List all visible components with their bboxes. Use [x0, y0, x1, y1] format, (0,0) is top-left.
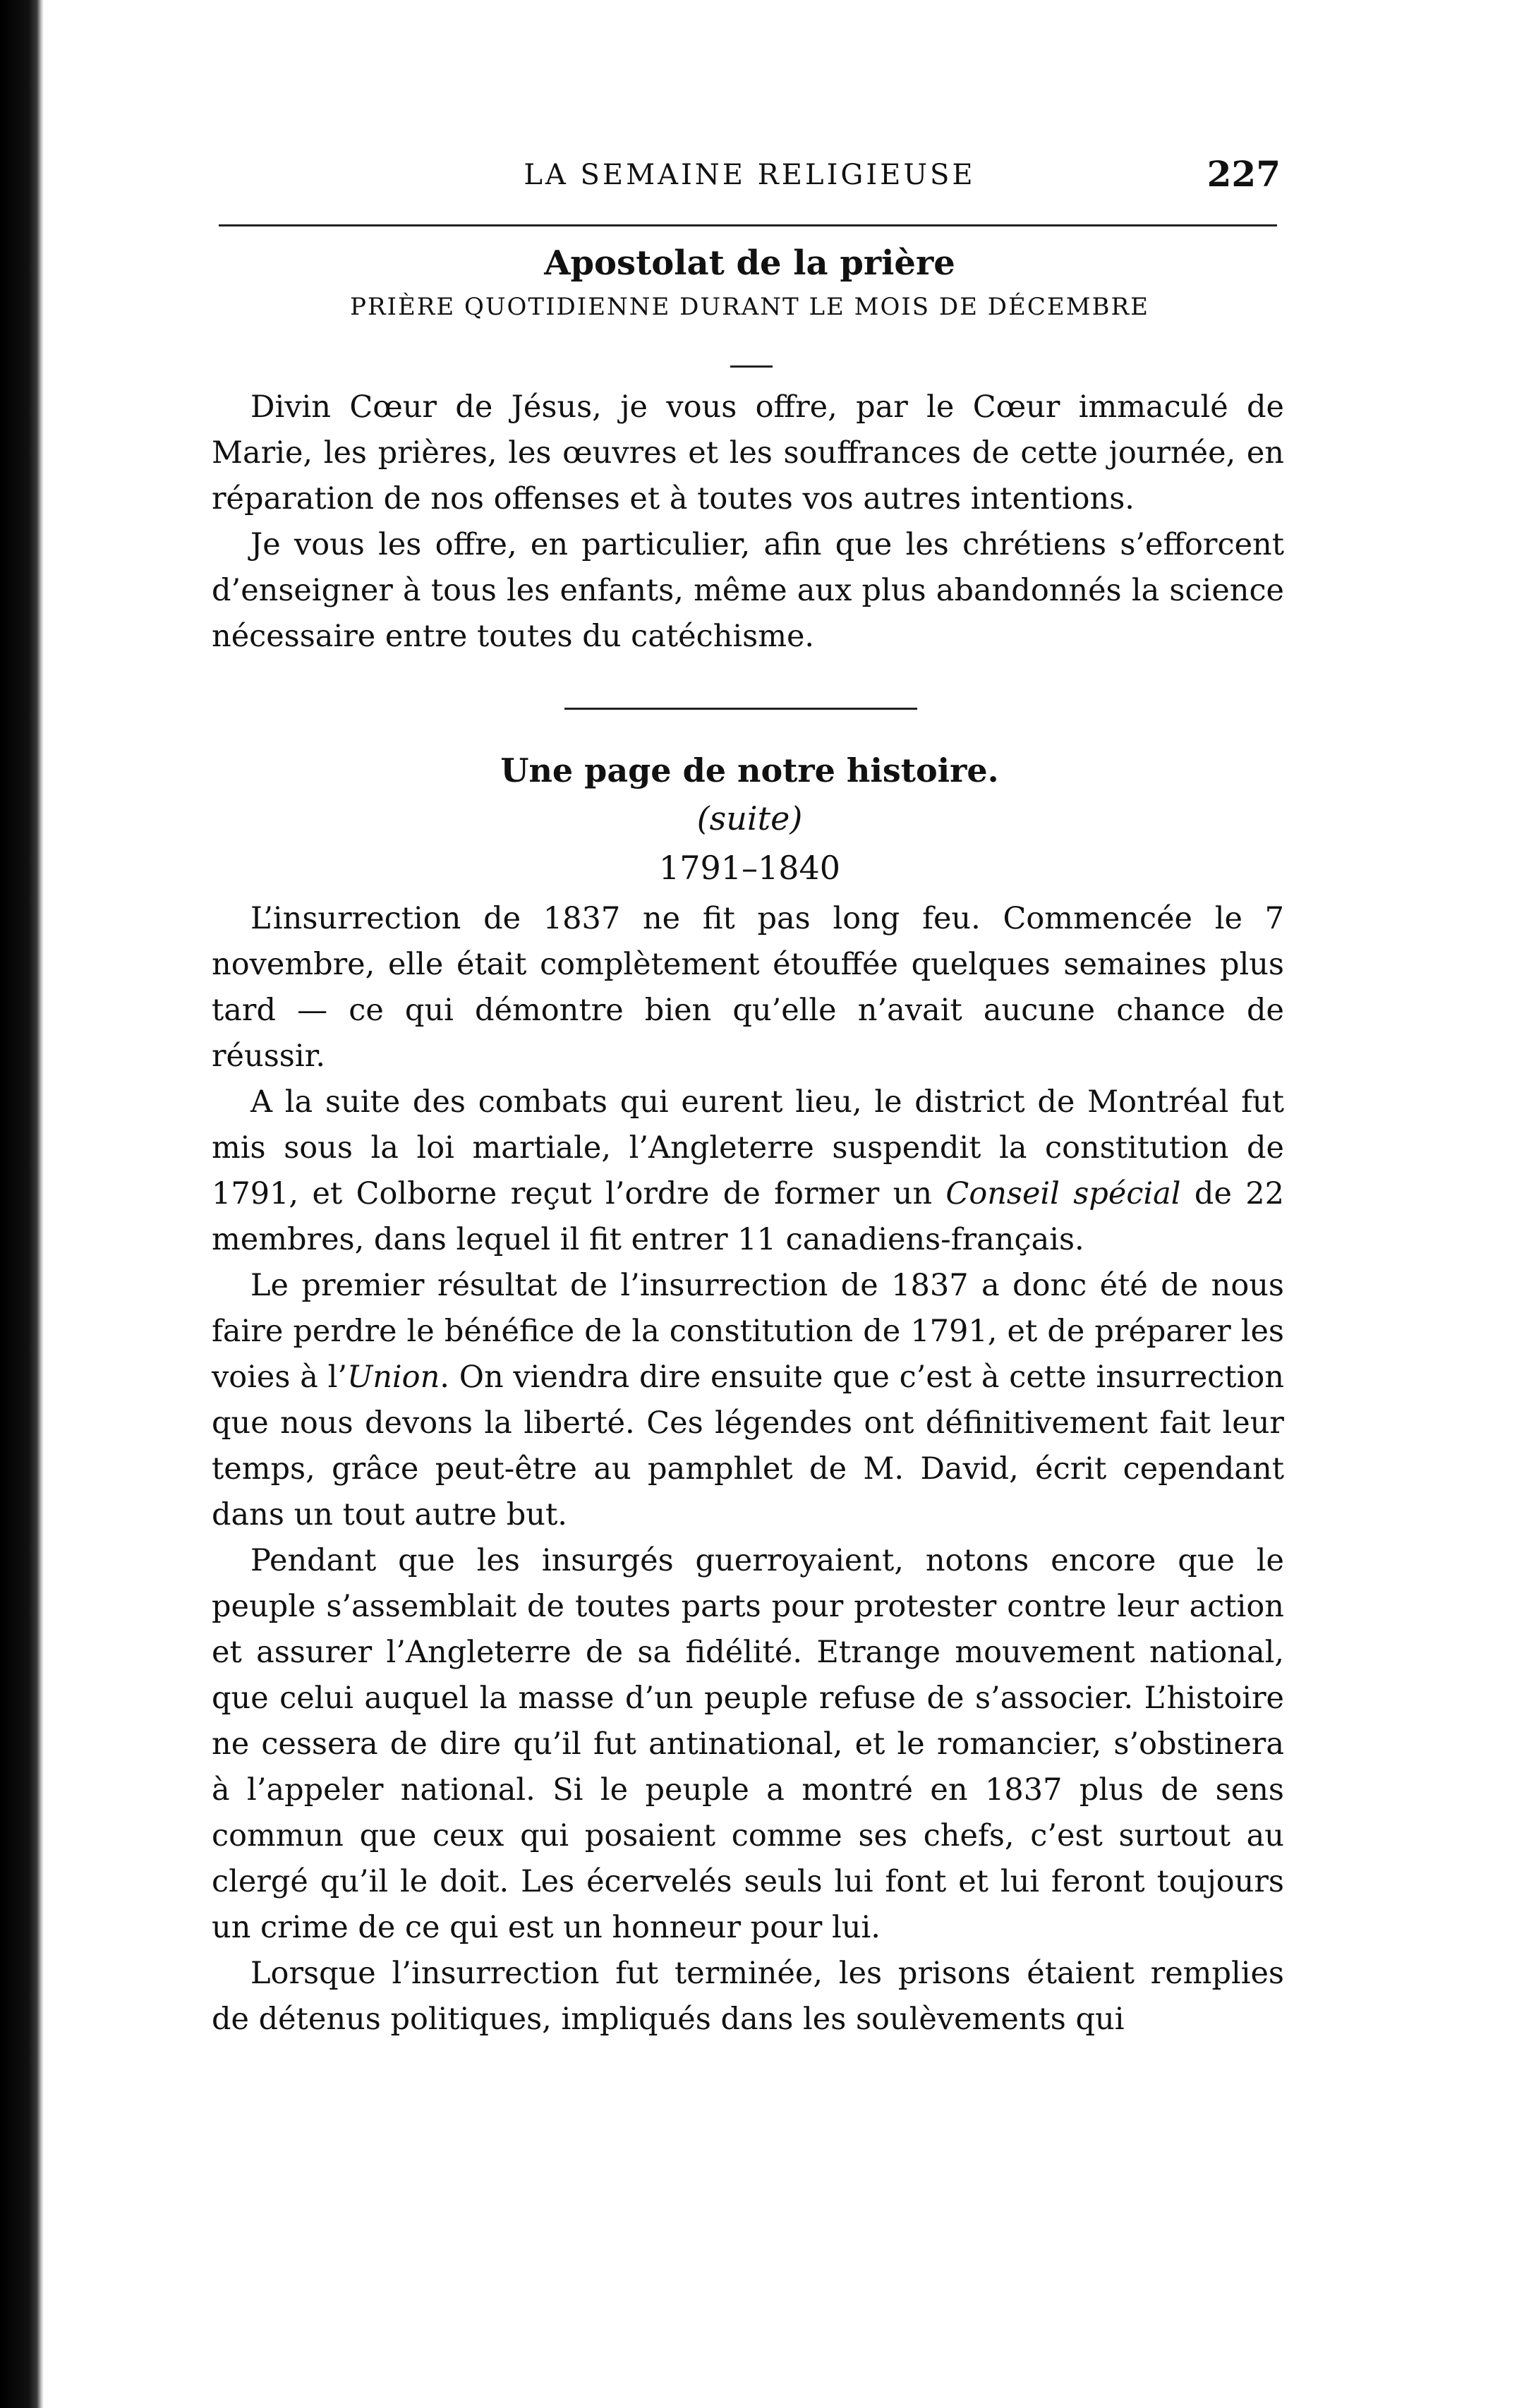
- section-years: 1791–1840: [658, 849, 841, 887]
- running-title: LA SEMAINE RELIGIEUSE: [524, 159, 976, 191]
- section-subheading-priere: PRIÈRE QUOTIDIENNE DURANT LE MOIS DE DÉCEMBRE: [350, 293, 1149, 321]
- history-text: [212, 896, 1284, 2043]
- history-paragraph: [212, 1079, 1284, 1263]
- italic-term: Conseil spécial: [945, 1176, 1181, 1211]
- history-paragraph: [212, 1263, 1284, 1538]
- header-rule: [219, 224, 1277, 226]
- section-continued-label: (suite): [696, 799, 803, 837]
- history-paragraph: Pendant que les insurgés guerroyaient, notons encore que le peuple s’assemblait de toutes parts pour protester contre leur action et assurer l’Angleterre de sa fidélité. Etrange mouvement national, que celui auquel la masse d’un peuple refuse de s’associer. L’histoire ne cessera de dire qu’il fut antinational, et le romancier, s’obstinera à l’appeler national. Si le peuple a montré en 1837 plus de sens commun que ceux qui posaient comme ses chefs, c’est surtout au clergé qu’il le doit. Les écervelés seuls lui font et lui feront toujours un crime de ce qui est un honneur pour lui.: [212, 1543, 1284, 1945]
- binding-edge: [0, 0, 44, 2408]
- text-run: . On viendra dire ensuite que c’est à cette insurrection que nous devons la liberté. Ces légendes ont définitivement fait leur temps, grâce peut-être au pamphlet de M. David, écrit cependant dans un tout autre but.: [212, 1360, 1285, 1532]
- history-paragraph: L’insurrection de 1837 ne fit pas long feu. Commencée le 7 novembre, elle était complètement étouffée quelques semaines plus tard — ce qui démontre bien qu’elle n’avait aucune chance de réussir.: [212, 901, 1284, 1074]
- section-heading-apostolat: Apostolat de la prière: [544, 243, 955, 283]
- section-divider: [564, 708, 917, 710]
- text-run: Le premier résultat de l’insurrection de 1837 a donc été de nous faire perdre le bénéfice de la constitution de 1791, et de préparer les voies à l’: [212, 1268, 1284, 1395]
- prayer-paragraph: Je vous les offre, en particulier, afin que les chrétiens s’efforcent d’enseigner à tous les enfants, même aux plus abandonnés la science nécessaire entre toutes du catéchisme.: [212, 527, 1284, 654]
- prayer-text: [212, 385, 1284, 660]
- prayer-paragraph: Divin Cœur de Jésus, je vous offre, par le Cœur immaculé de Marie, les prières, les œuvres et les souffrances de cette journée, en réparation de nos offenses et à toutes vos autres intentions.: [212, 389, 1284, 516]
- page-number: 227: [1206, 153, 1281, 195]
- text-run: A la suite des combats qui eurent lieu, le district de Montréal fut mis sous la loi martiale, l’Angleterre suspendit la constitution de 1791, et Colborne reçut l’ordre de former un: [212, 1084, 1284, 1211]
- italic-term: Union: [347, 1360, 440, 1395]
- text-run: de 22 membres, dans lequel il fit entrer 11 canadiens-français.: [212, 1176, 1284, 1257]
- running-header: [212, 145, 1288, 194]
- history-paragraph: Lorsque l’insurrection fut terminée, les prisons étaient remplies de détenus politiques, impliqués dans les soulèvements qui: [212, 1956, 1284, 2037]
- ornament-dash: [730, 365, 773, 368]
- section-heading-histoire: Une page de notre histoire.: [500, 751, 999, 789]
